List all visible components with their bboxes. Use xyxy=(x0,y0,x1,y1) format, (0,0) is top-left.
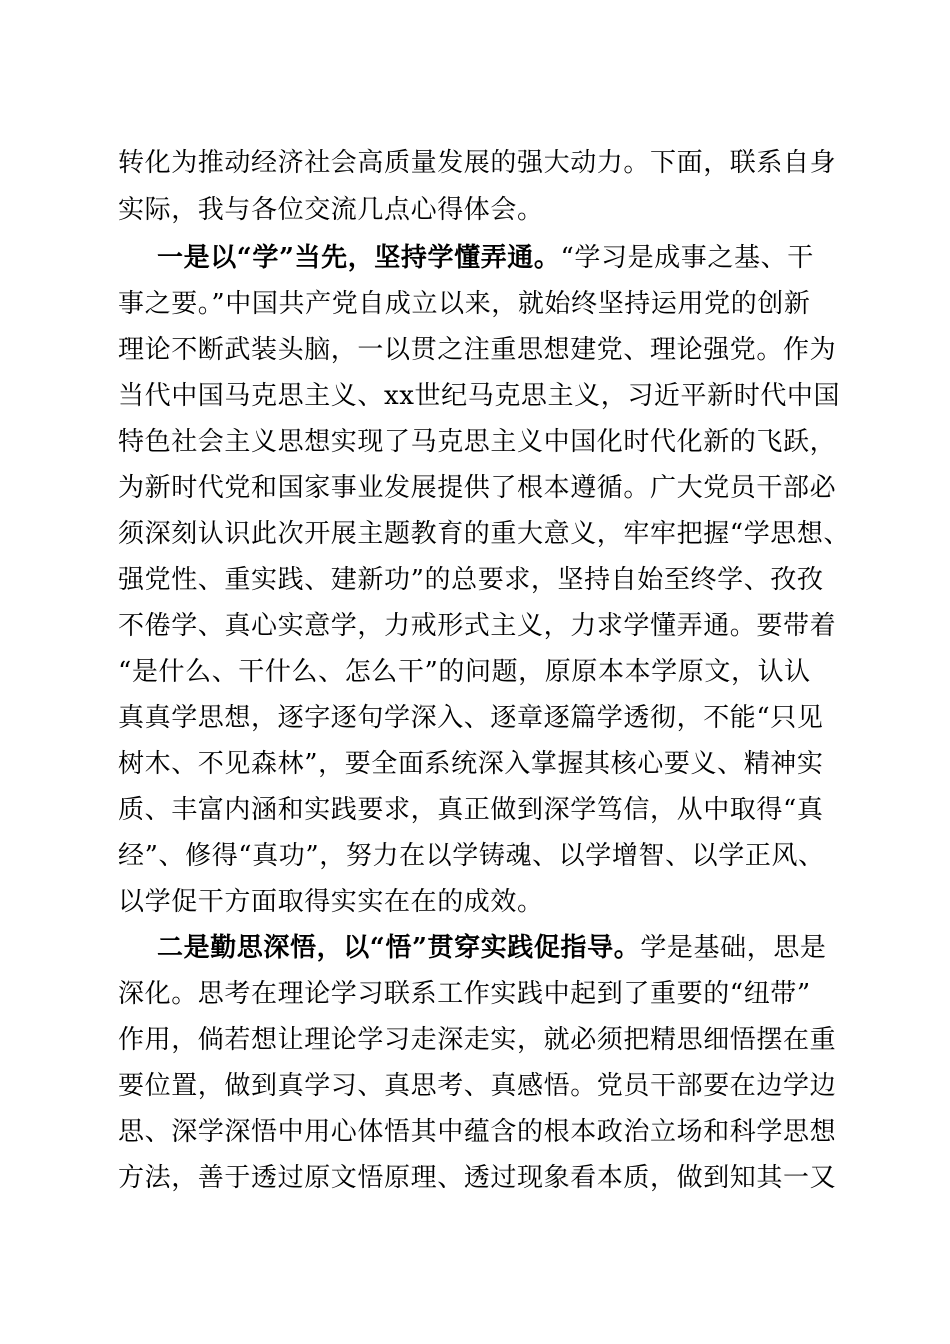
text-line: 以学促干方面取得实实在在的成效。 xyxy=(118,887,544,917)
text-line: 转化为推动经济社会高质量发展的强大动力。下面，联系自身 xyxy=(118,148,837,178)
text-line: 方法，善于透过原文悟原理、透过现象看本质，做到知其一又 xyxy=(118,1163,837,1193)
paragraph-1-first-line xyxy=(157,241,838,275)
text-line: 事之要。”中国共产党自成立以来，就始终坚持运用党的创新 xyxy=(118,289,811,319)
text-line: 树木、不见森林”，要全面系统深入掌握其核心要义、精神实 xyxy=(118,749,824,779)
paragraph-2-first-line-text: 学是基础，思是 xyxy=(640,933,827,963)
text-line: “是什么、干什么、怎么干”的问题，原原本本学原文，认认 xyxy=(118,657,811,687)
paragraph-2-first-line xyxy=(157,931,838,965)
text-line: 强党性、重实践、建新功”的总要求，坚持自始至终学、孜孜 xyxy=(118,565,824,595)
text-line: 作用，倘若想让理论学习走深走实，就必须把精思细悟摆在重 xyxy=(118,1025,837,1055)
text-line: 当代中国马克思主义、xx世纪马克思主义，习近平新时代中国 xyxy=(118,381,841,411)
text-line: 经”、修得“真功”，努力在以学铸魂、以学增智、以学正风、 xyxy=(118,841,825,871)
text-line: 深化。思考在理论学习联系工作实践中起到了重要的“纽带” xyxy=(118,979,811,1009)
text-line: 要位置，做到真学习、真思考、真感悟。党员干部要在边学边 xyxy=(118,1071,837,1101)
paragraph-1-first-line-text: “学习是成事之基、干 xyxy=(560,243,814,273)
text-line: 须深刻认识此次开展主题教育的重大意义，牢牢把握“学思想、 xyxy=(118,519,851,549)
text-line: 为新时代党和国家事业发展提供了根本遵循。广大党员干部必 xyxy=(118,473,837,503)
text-line: 实际，我与各位交流几点心得体会。 xyxy=(118,195,544,225)
text-line: 特色社会主义思想实现了马克思主义中国化时代化新的飞跃， xyxy=(118,427,837,457)
text-line: 理论不断武装头脑，一以贯之注重思想建党、理论强党。作为 xyxy=(118,335,837,365)
text-line: 质、丰富内涵和实践要求，真正做到深学笃信，从中取得“真 xyxy=(118,795,824,825)
text-line: 思、深学深悟中用心体悟其中蕴含的根本政治立场和科学思想 xyxy=(118,1117,837,1147)
paragraph-1-heading: 一是以“学”当先，坚持学懂弄通。 xyxy=(157,243,561,273)
text-line: 真真学思想，逐字逐句学深入、逐章逐篇学透彻，不能“只见 xyxy=(118,703,824,733)
paragraph-2-heading: 二是勤思深悟，以“悟”贯穿实践促指导。 xyxy=(157,933,641,963)
text-line: 不倦学、真心实意学，力戒形式主义，力求学懂弄通。要带着 xyxy=(118,611,837,641)
